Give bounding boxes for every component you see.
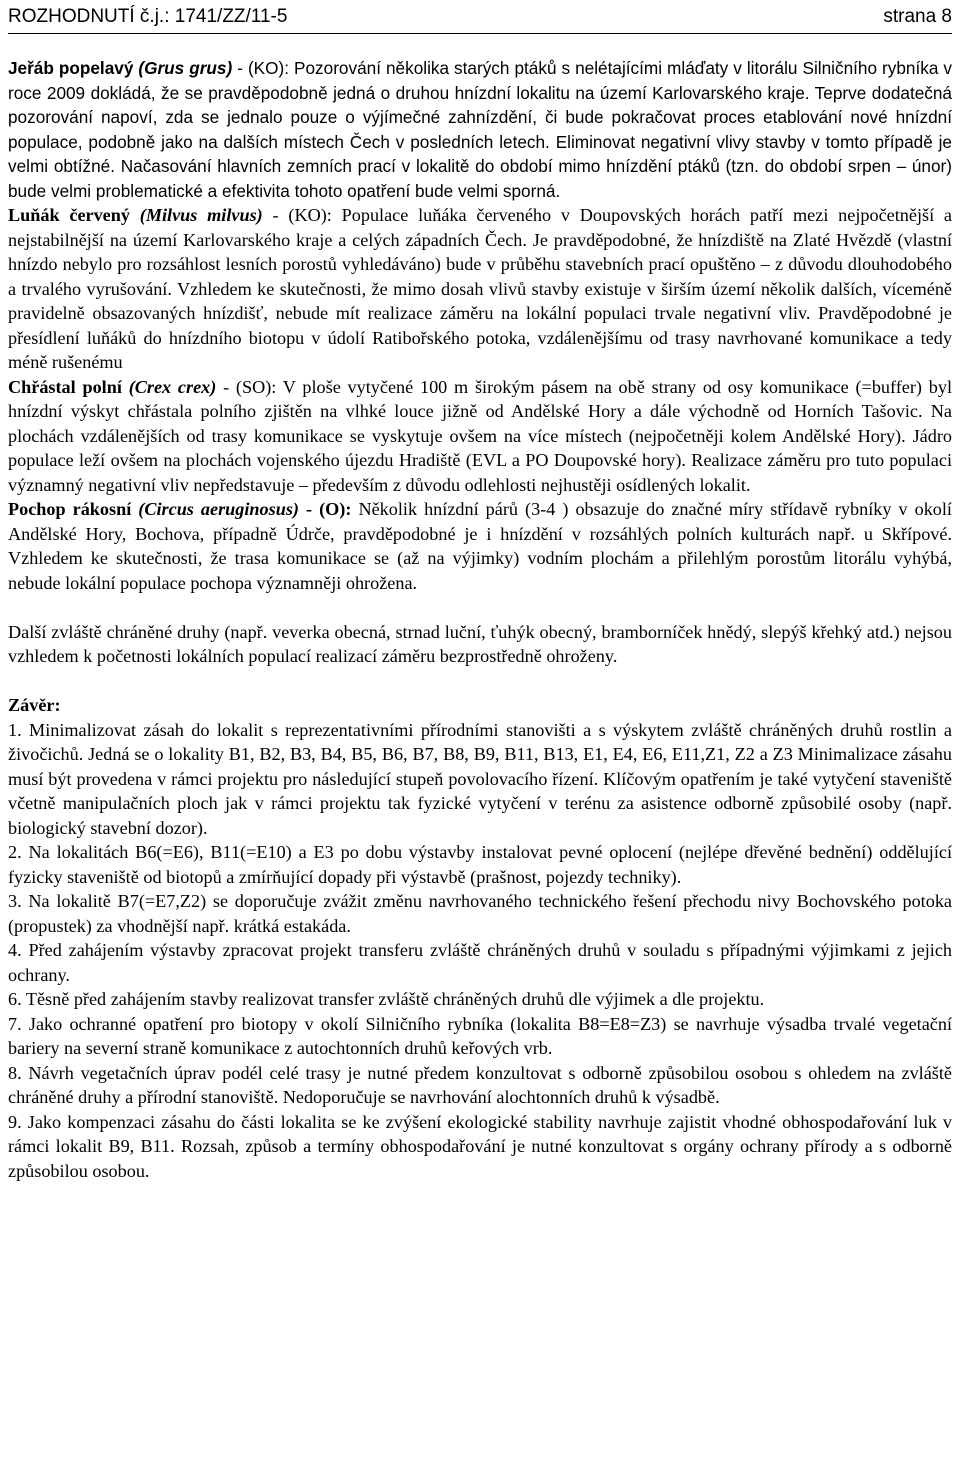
species-name: Luňák červený (8, 205, 140, 225)
conclusion-heading: Závěr: (8, 695, 61, 715)
species-latin: (Circus aeruginosus) (138, 499, 299, 519)
paragraph-text: - (KO): Pozorování několika starých ptáků s nelétajícími mláďaty v litorálu Silničního rybníka v roce 2009 dokládá, že se pravděpodobně jedná o druhou hnízdní lokalitu na území Karlovarského kraje. (8, 58, 952, 103)
paragraph-text: - (KO): Populace luňáka červeného v Doupovských horách patří mezi nejpočetnější a nejstabilnější na území Karlovarského kraje a celých západních Čech. Je pravděpodobné, že hnízdiště na Zlaté Hvězdě (vlastní hnízdo nebylo pro rozsáhlost lesních porostů vyhledáváno) bude v průběhu stavebních prací opuštěno – z důvodu dlouhodobého a trvalého vyrušování. Vzhledem ke skutečnosti, že mimo dosah vlivů stavby existuje v širším území několik dalších, víceméně pravidelně obsazovaných hnízdišť, nebude mít realizace záměru na lokální populaci trvale negativní vliv. Pravděpodobné je přesídlení luňáků do hnízdního biotopu v údolí Ratibořského potoka, vzdálenějšímu od trasy navrhované komunikace a tedy méně rušenému (8, 205, 952, 372)
page-number: strana 8 (883, 6, 952, 27)
conclusion-item: 4. Před zahájením výstavby zpracovat projekt transferu zvláště chráněných druhů v souladu s případnými výjimkami z jejich ochrany. (8, 940, 952, 985)
spacer (8, 669, 952, 694)
paragraph-text: - (SO): V ploše vytyčené 100 m širokým pásem na obě strany od osy komunikace (=buffer) byl hnízdní výskyt chřástala polního zjištěn na vlhké louce jižně od Andělské Hory a dále východně od Horních Tašovic. Na plochách vzdálenějších od trasy komunikace se vyskytuje ovšem na více místech (nejpočetněji kolem Andělské Hory). Jádro populace leží ovšem na plochách vojenského újezdu Hradiště (EVL a PO Doupovské hory). Realizace záměru pro tuto populaci významný negativní vliv nepředstavuje – především z důvodu odlehlosti nejhustěji osídlených lokalit. (8, 376, 952, 495)
conclusion-item: 9. Jako kompenzaci zásahu do části lokalita se ke zvýšení ekologické stability navrhuje zajistit vhodné obhospodařování luk v rámci lokalit B9, B11. Rozsah, způsob a termíny obhospodařování je nutné konzultovat s orgány ochrany přírody a s odborně způsobilou osobou. (8, 1111, 952, 1181)
paragraph-jerab (8, 56, 952, 203)
document-reference: ROZHODNUTÍ č.j.: 1741/ZZ/11-5 (8, 6, 288, 27)
conclusion-item: 7. Jako ochranné opatření pro biotopy v okolí Silničního rybníka (lokalita B8=E8=Z3) se navrhuje výsadba trvalé vegetační bariery na severní straně komunikace z autochtonních druhů keřových vrb. (8, 1013, 952, 1058)
paragraph-pochop (8, 497, 952, 595)
header-divider (8, 33, 952, 34)
conclusion-list (8, 718, 952, 1184)
paragraph-dalsi: Další zvláště chráněné druhy (např. veverka obecná, strnad luční, ťuhýk obecný, bramborníček hnědý, slepýš křehký atd.) nejsou vzhledem k početnosti lokálních populací realizací záměru bezprostředně ohroženy. (8, 621, 952, 666)
conclusion-item: 8. Návrh vegetačních úprav podél celé trasy je nutné předem konzultovat s odborně způsobilou osobou s ohledem na zvláště chráněné druhy a přírodní stanoviště. Nedoporučuje se navrhování alochtonních druhů k výsadbě. (8, 1062, 952, 1107)
conclusion-item: 1. Minimalizovat zásah do lokalit s reprezentativními přírodními stanovišti a s výskytem zvláště chráněných druhů rostlin a živočichů. Jedná se o lokality B1, B2, B3, B4, B5, B6, B7, B8, B9, B11, B13, E1, E4, E6, E11,Z1, Z2 a Z3 Minimalizace zásahu musí být provedena v rámci projektu pro následující stupeň povolovacího řízení. Klíčovým opatřením je také vytyčení staveniště včetně manipulačních ploch jak v rámci projektu tak fyzické vytyčení v terénu za asistence odborně způsobilé osoby (např. biologický stavební dozor). (8, 719, 952, 838)
species-latin: (Grus grus) (138, 58, 233, 78)
species-name: Pochop rákosní (8, 499, 139, 519)
species-name: Jeřáb popelavý (8, 58, 139, 78)
paragraph-text: Teprve dodatečná pozorování napoví, zda se jednalo pouze o výjímečné zahnízdění, či bude pokračovat proces etablování nové hnízdní populace, podobně jako na dalších místech Čech v posledních letech. (8, 82, 952, 152)
species-latin: (Milvus milvus) (139, 205, 263, 225)
paragraph-lunak (8, 203, 952, 375)
species-name: Chřástal polní (8, 376, 129, 397)
protection-status: - (O): (298, 499, 352, 519)
conclusion-item: 6. Těsně před zahájením stavby realizovat transfer zvláště chráněných druhů dle výjimek a dle projektu. (8, 989, 765, 1009)
page-header (8, 6, 952, 32)
species-latin: (Crex crex) (128, 376, 217, 397)
paragraph-text: Několik hnízdní párů (3-4 ) obsazuje do značné míry střídavě rybníky v okolí Andělské Hory, Bochova, případně Údrče, pravděpodobné je i hnízdění v rozsáhlých polních kulturách např. u Skřípové. Vzhledem ke skutečnosti, že trasa komunikace se (až na výjimky) vodním plochám a přilehlým porostům litorálu vyhýbá, nebude lokální populace pochopa významněji ohrožena. (8, 499, 952, 593)
paragraph-text: Eliminovat negativní vlivy stavby v tomto případě je velmi obtížné. Načasování hlavních zemních prací v lokalitě do období mimo hnízdění ptáků (tzn. do období srpen – únor) bude velmi problematické a efektivita tohoto opatření bude velmi sporná. (8, 131, 952, 201)
document-body (8, 56, 952, 1183)
conclusion-item: 2. Na lokalitách B6(=E6), B11(=E10) a E3 po dobu výstavby instalovat pevné oplocení (nejlépe dřevěné bednění) oddělující fyzicky staveniště od biotopů a zmírňující dopady při výstavbě (prašnost, pojezdy techniky). (8, 842, 952, 887)
paragraph-chrastal (8, 375, 952, 498)
spacer (8, 595, 952, 620)
conclusion-item: 3. Na lokalitě B7(=E7,Z2) se doporučuje zvážit změnu navrhovaného technického řešení přechodu nivy Bochovského potoka (propustek) za vhodnější např. krátká estakáda. (8, 891, 952, 936)
